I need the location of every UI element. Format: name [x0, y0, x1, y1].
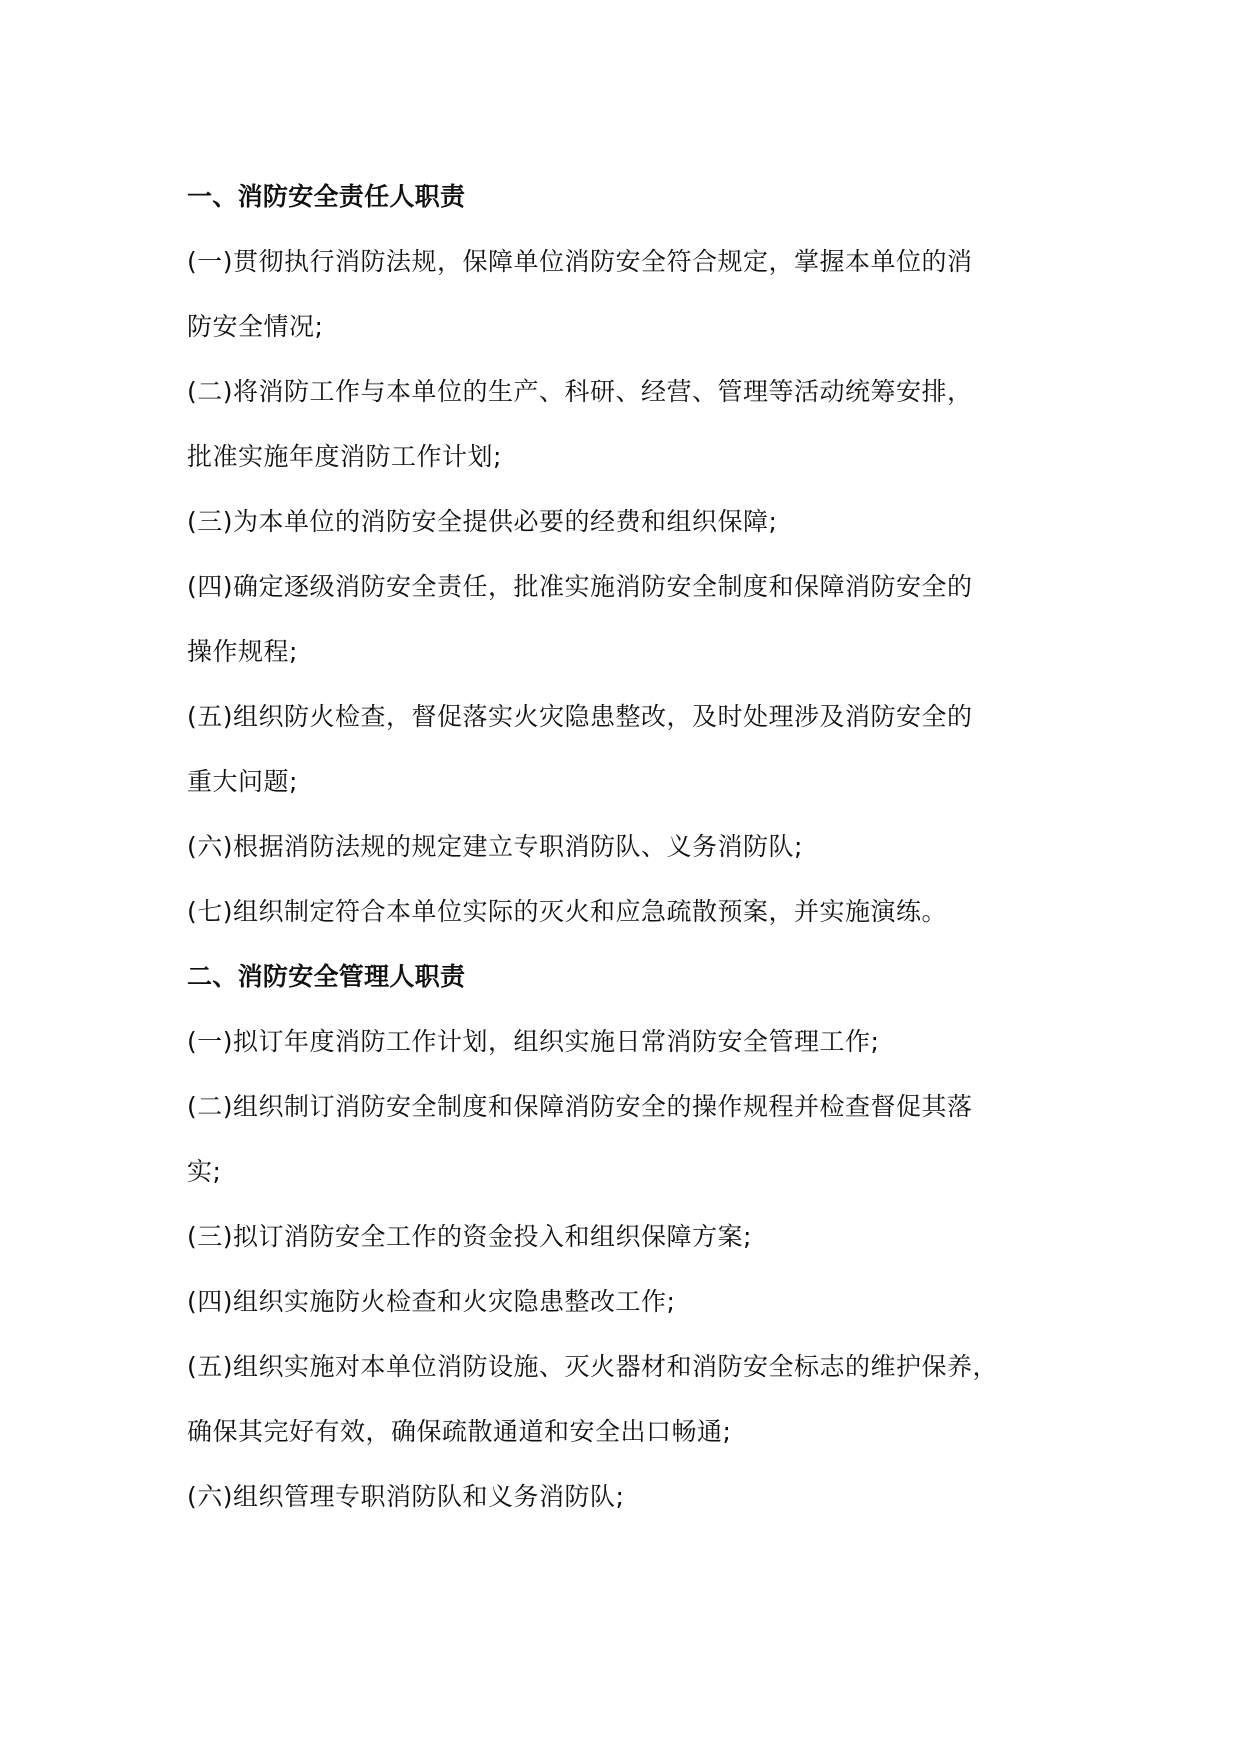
paragraph-line: (三)为本单位的消防安全提供必要的经费和组织保障;	[187, 507, 778, 536]
paragraph-line: (五)组织实施对本单位消防设施、灭火器材和消防安全标志的维护保养，	[187, 1352, 999, 1381]
paragraph-line: (一)拟订年度消防工作计划，组织实施日常消防安全管理工作;	[187, 1027, 880, 1056]
paragraph-line: (六)根据消防法规的规定建立专职消防队、义务消防队;	[187, 832, 803, 861]
paragraph-line: (二)将消防工作与本单位的生产、科研、经营、管理等活动统筹安排，	[187, 377, 973, 406]
paragraph-line: 确保其完好有效，确保疏散通道和安全出口畅通;	[187, 1417, 732, 1446]
document-body	[187, 164, 1087, 1529]
paragraph-line: (七)组织制定符合本单位实际的灭火和应急疏散预案，并实施演练。	[187, 897, 948, 926]
paragraph-line: 批准实施年度消防工作计划;	[187, 442, 502, 471]
paragraph-line: 实;	[187, 1157, 222, 1186]
paragraph-line: 操作规程;	[187, 637, 298, 666]
section-heading: 二、消防安全管理人职责	[187, 962, 466, 991]
paragraph-line: (二)组织制订消防安全制度和保障消防安全的操作规程并检查督促其落	[187, 1092, 973, 1121]
paragraph-line: (六)组织管理专职消防队和义务消防队;	[187, 1482, 625, 1511]
paragraph-line: 重大问题;	[187, 767, 298, 796]
section-heading: 一、消防安全责任人职责	[187, 182, 466, 211]
paragraph-line: (五)组织防火检查，督促落实火灾隐患整改，及时处理涉及消防安全的	[187, 702, 973, 731]
paragraph-line: (一)贯彻执行消防法规，保障单位消防安全符合规定，掌握本单位的消	[187, 247, 973, 276]
paragraph-line: 防安全情况;	[187, 312, 324, 341]
paragraph-line: (四)组织实施防火检查和火灾隐患整改工作;	[187, 1287, 676, 1316]
paragraph-line: (四)确定逐级消防安全责任，批准实施消防安全制度和保障消防安全的	[187, 572, 973, 601]
paragraph-line: (三)拟订消防安全工作的资金投入和组织保障方案;	[187, 1222, 752, 1251]
